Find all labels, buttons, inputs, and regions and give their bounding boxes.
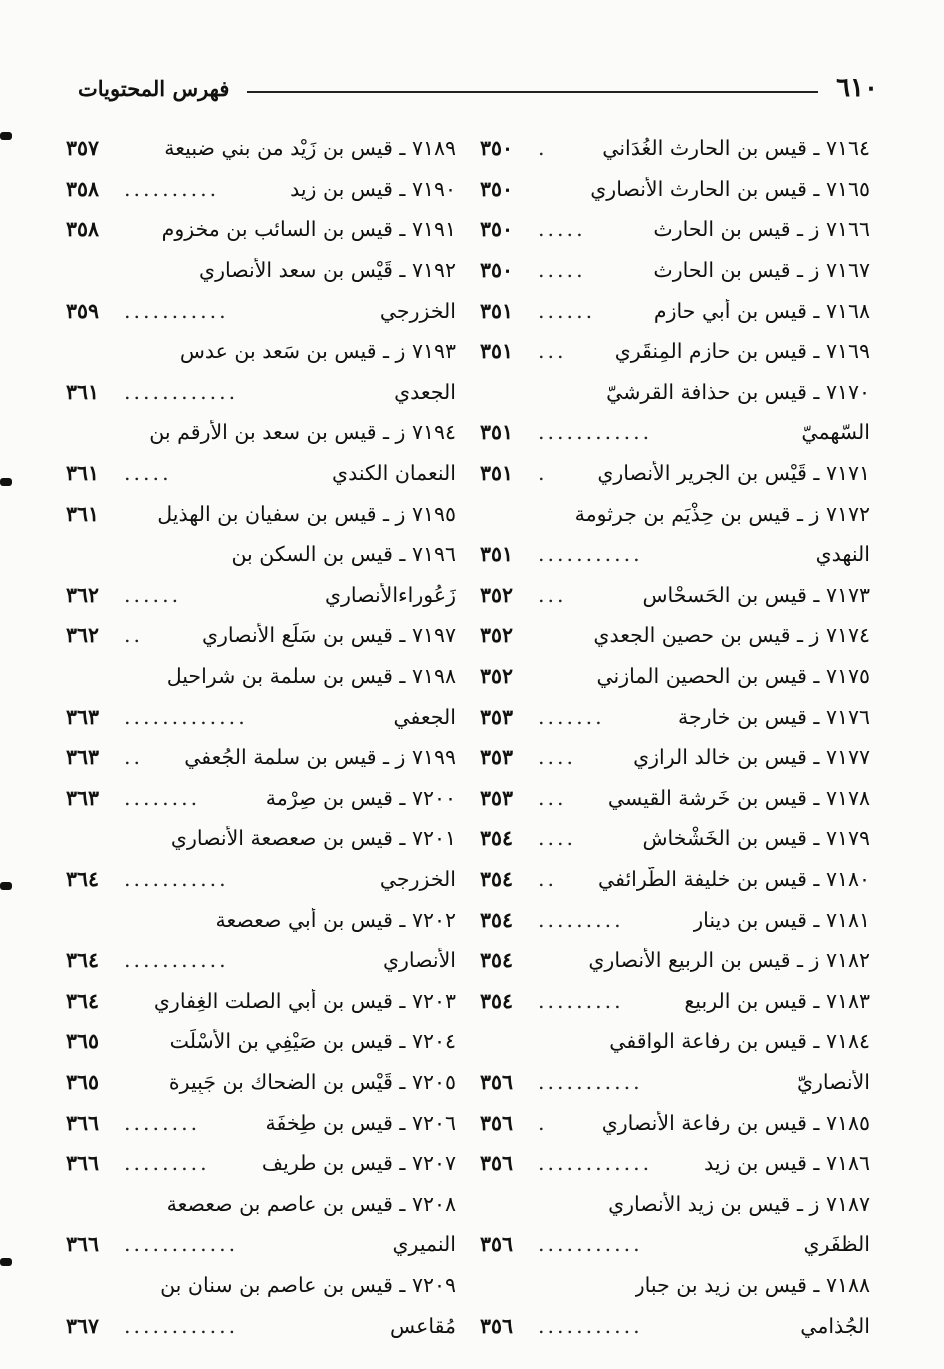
leader-dots: .. bbox=[538, 866, 558, 891]
entry-text: ٧٢٠٨ ـ قيس بن عاصم بن صعصعة bbox=[166, 1191, 456, 1216]
entry-text: ٧١٨٤ ـ قيس بن رفاعة الواقفي bbox=[609, 1029, 870, 1054]
leader-dots: ...... bbox=[538, 298, 596, 323]
leader-dots: ........ bbox=[124, 1110, 201, 1135]
toc-entry bbox=[480, 534, 870, 575]
toc-entry bbox=[66, 980, 456, 1021]
entry-page-number: ٣٥٤ bbox=[480, 866, 514, 891]
entry-text: ٧١٩٩ ز ـ قيس بن سلمة الجُعفي bbox=[184, 745, 456, 770]
leader-dots: ......... bbox=[538, 988, 624, 1013]
entry-text: ٧١٧٢ ز ـ قيس بن حِذْيَم بن جرثومة bbox=[574, 501, 870, 526]
entry-page-number: ٣٦٥ bbox=[66, 1069, 100, 1094]
entry-text: النهدي bbox=[815, 542, 870, 567]
leader-dots: ..... bbox=[538, 217, 586, 242]
entry-page-number: ٣٥٩ bbox=[66, 298, 100, 323]
entry-text: ٧١٨٢ ز ـ قيس بن الربيع الأنصاري bbox=[588, 948, 870, 973]
toc-entry bbox=[480, 1102, 870, 1143]
leader-dots: ......... bbox=[538, 907, 624, 932]
entry-text: الخزرجي bbox=[379, 866, 456, 891]
scan-margin-mark bbox=[0, 478, 12, 486]
entry-page-number: ٣٦٤ bbox=[66, 866, 100, 891]
entry-text: ٧١٨٠ ـ قيس بن خليفة الطّرائفي bbox=[598, 866, 870, 891]
leader-dots: ........... bbox=[538, 1232, 643, 1257]
leader-dots: ............ bbox=[538, 1151, 653, 1176]
entry-page-number: ٣٦٣ bbox=[66, 745, 100, 770]
entry-page-number: ٣٦٢ bbox=[66, 623, 100, 648]
toc-entry bbox=[66, 818, 456, 859]
entry-page-number: ٣٥٤ bbox=[480, 988, 514, 1013]
toc-entry bbox=[480, 1143, 870, 1184]
entry-page-number: ٣٥٤ bbox=[480, 826, 514, 851]
toc-entry bbox=[66, 290, 456, 331]
leader-dots: ............ bbox=[124, 1313, 239, 1338]
entry-page-number: ٣٦٤ bbox=[66, 948, 100, 973]
leader-dots: ........... bbox=[538, 1313, 643, 1338]
entry-page-number: ٣٥٦ bbox=[480, 1151, 514, 1176]
leader-dots: ........... bbox=[124, 948, 229, 973]
leader-dots: ........ bbox=[124, 785, 201, 810]
toc-entry bbox=[480, 615, 870, 656]
entry-text: الظفَري bbox=[803, 1232, 870, 1257]
entry-text: ٧٢٠١ ـ قيس بن صعصعة الأنصاري bbox=[170, 826, 456, 851]
entry-page-number: ٣٥٦ bbox=[480, 1232, 514, 1257]
toc-entry bbox=[480, 331, 870, 372]
entry-text: ٧٢٠٧ ـ قيس بن طريف bbox=[261, 1151, 456, 1176]
toc-entry bbox=[66, 575, 456, 616]
toc-entry bbox=[480, 209, 870, 250]
entry-text: ٧١٩٨ ـ قيس بن سلمة بن شراحيل bbox=[166, 664, 456, 689]
entry-page-number: ٣٥١ bbox=[480, 461, 514, 486]
toc-entry bbox=[66, 1143, 456, 1184]
leader-dots: ........... bbox=[538, 1069, 643, 1094]
entry-text: الأنصاريّ bbox=[796, 1069, 870, 1094]
entry-text: مُقاعس bbox=[390, 1313, 456, 1338]
entry-text: ٧١٦٧ ز ـ قيس بن الحارث bbox=[653, 258, 870, 283]
leader-dots: ............ bbox=[538, 420, 653, 445]
entry-page-number: ٣٦٣ bbox=[66, 704, 100, 729]
toc-entry bbox=[480, 1183, 870, 1224]
entry-text: ٧١٧٥ ـ قيس بن الحصين المازني bbox=[596, 664, 870, 689]
leader-dots: ... bbox=[538, 582, 567, 607]
entry-page-number: ٣٦١ bbox=[66, 379, 100, 404]
entry-text: ٧١٧٧ ـ قيس بن خالد الرازي bbox=[633, 745, 870, 770]
entry-text: ٧١٧٤ ز ـ قيس بن حصين الجعدي bbox=[593, 623, 870, 648]
entry-page-number: ٣٥١ bbox=[480, 298, 514, 323]
entry-text: ٧١٩٢ ـ قَيْس بن سعد الأنصاري bbox=[199, 258, 456, 283]
toc-entry bbox=[66, 615, 456, 656]
header-rule bbox=[247, 91, 818, 93]
leader-dots: . bbox=[538, 461, 548, 486]
toc-entry bbox=[480, 169, 870, 210]
entry-page-number: ٣٥٤ bbox=[480, 948, 514, 973]
entry-text: ٧١٦٦ ز ـ قيس بن الحارث bbox=[653, 217, 870, 242]
entry-text: ٧٢٠٣ ـ قيس بن أبي الصلت الغِفاري bbox=[153, 988, 456, 1013]
toc-entry bbox=[480, 1265, 870, 1306]
toc-entry bbox=[480, 412, 870, 453]
entry-page-number: ٣٥٢ bbox=[480, 582, 514, 607]
leader-dots: .. bbox=[124, 745, 144, 770]
entry-text: الخزرجي bbox=[379, 298, 456, 323]
toc-entry bbox=[66, 778, 456, 819]
entry-text: ٧١٨٨ ـ قيس بن زيد بن جبار bbox=[634, 1272, 870, 1297]
toc-entry bbox=[66, 1305, 456, 1346]
toc-entry bbox=[66, 534, 456, 575]
toc-entry bbox=[480, 372, 870, 413]
leader-dots: ............ bbox=[124, 379, 239, 404]
toc-entry bbox=[66, 169, 456, 210]
toc-entry bbox=[66, 859, 456, 900]
entry-text: السّهميّ bbox=[801, 420, 870, 445]
entry-page-number: ٣٥٦ bbox=[480, 1069, 514, 1094]
toc-entry bbox=[480, 859, 870, 900]
toc-column-right bbox=[480, 128, 870, 1346]
entry-text: ٧١٧١ ـ قَيْس بن الجرير الأنصاري bbox=[597, 461, 870, 486]
page-header bbox=[78, 70, 878, 106]
entry-text: ٧١٨٦ ـ قيس بن زيد bbox=[704, 1151, 870, 1176]
entry-text: ٧١٧٣ ـ قيس بن الحَسحْاس bbox=[642, 582, 870, 607]
entry-page-number: ٣٦٣ bbox=[66, 785, 100, 810]
entry-page-number: ٣٥٢ bbox=[480, 664, 514, 689]
leader-dots: ............. bbox=[124, 704, 248, 729]
entry-text: ٧١٩٥ ز ـ قيس بن سفيان بن الهذيل bbox=[157, 501, 456, 526]
entry-text: ٧١٦٥ ـ قيس بن الحارث الأنصاري bbox=[590, 176, 870, 201]
toc-entry bbox=[66, 656, 456, 697]
entry-text: ٧١٦٩ ـ قيس بن حازم المِنقَري bbox=[614, 339, 870, 364]
toc-entry bbox=[66, 209, 456, 250]
entry-text: الأنصاري bbox=[382, 948, 456, 973]
entry-page-number: ٣٥٢ bbox=[480, 623, 514, 648]
entry-page-number: ٣٥٨ bbox=[66, 217, 100, 242]
toc-entry bbox=[480, 575, 870, 616]
toc-entry bbox=[480, 250, 870, 291]
scan-margin-mark bbox=[0, 132, 12, 140]
toc-column-left bbox=[66, 128, 456, 1346]
leader-dots: ....... bbox=[538, 704, 605, 729]
toc-entry bbox=[480, 818, 870, 859]
entry-page-number: ٣٥٣ bbox=[480, 745, 514, 770]
leader-dots: ... bbox=[538, 339, 567, 364]
entry-page-number: ٣٥١ bbox=[480, 542, 514, 567]
toc-entry bbox=[66, 1062, 456, 1103]
entry-text: ٧٢٠٥ ـ قَيْس بن الضحاك بن جَبِيرة bbox=[168, 1069, 456, 1094]
entry-page-number: ٣٥٦ bbox=[480, 1110, 514, 1135]
leader-dots: .. bbox=[124, 623, 144, 648]
entry-text: ٧١٨٩ ـ قيس بن زَيْد من بني ضبيعة bbox=[164, 136, 456, 161]
entry-text: زَعُوراءالأنصاري bbox=[324, 582, 456, 607]
leader-dots: ........... bbox=[124, 298, 229, 323]
entry-page-number: ٣٥٠ bbox=[480, 136, 514, 161]
toc-entry bbox=[66, 331, 456, 372]
leader-dots: ..... bbox=[124, 461, 172, 486]
leader-dots: ......... bbox=[124, 1151, 210, 1176]
entry-page-number: ٣٦٤ bbox=[66, 988, 100, 1013]
entry-text: ٧٢٠٠ ـ قيس بن صِرْمة bbox=[265, 785, 456, 810]
leader-dots: .......... bbox=[124, 176, 220, 201]
leader-dots: ... bbox=[538, 785, 567, 810]
leader-dots: .... bbox=[538, 826, 577, 851]
entry-page-number: ٣٦١ bbox=[66, 461, 100, 486]
entry-text: ٧١٩٠ ـ قيس بن زيد bbox=[290, 176, 456, 201]
entry-text: ٧٢٠٩ ـ قيس بن عاصم بن سنان بن bbox=[160, 1272, 456, 1297]
page-title: فهرس المحتويات bbox=[78, 75, 230, 101]
entry-page-number: ٣٥١ bbox=[480, 420, 514, 445]
toc-entry bbox=[66, 372, 456, 413]
toc-entry bbox=[66, 453, 456, 494]
toc-entry bbox=[480, 453, 870, 494]
toc-entry bbox=[480, 696, 870, 737]
entry-text: ٧٢٠٢ ـ قيس بن أبي صعصعة bbox=[215, 907, 456, 932]
scan-margin-mark bbox=[0, 1258, 12, 1266]
entry-text: ٧١٧٨ ـ قيس بن خَرشة القيسي bbox=[607, 785, 870, 810]
entry-text: ٧١٨٧ ز ـ قيس بن زيد الأنصاري bbox=[608, 1191, 870, 1216]
toc-entry bbox=[66, 493, 456, 534]
leader-dots: ............ bbox=[124, 1232, 239, 1257]
leader-dots: ...... bbox=[124, 582, 182, 607]
leader-dots: ........... bbox=[538, 542, 643, 567]
entry-page-number: ٣٦٢ bbox=[66, 582, 100, 607]
entry-text: ٧١٧٠ ـ قيس بن حذافة القرشيّ bbox=[606, 379, 870, 404]
entry-text: الجعفي bbox=[393, 704, 456, 729]
scan-margin-mark bbox=[0, 882, 12, 890]
toc-entry bbox=[66, 1265, 456, 1306]
leader-dots: ........... bbox=[124, 866, 229, 891]
entry-page-number: ٣٥٣ bbox=[480, 785, 514, 810]
leader-dots: ..... bbox=[538, 258, 586, 283]
entry-text: ٧١٨٥ ـ قيس بن رفاعة الأنصاري bbox=[601, 1110, 870, 1135]
entry-page-number: ٣٦٥ bbox=[66, 1029, 100, 1054]
toc-entry bbox=[480, 778, 870, 819]
entry-text: النميري bbox=[392, 1232, 456, 1257]
leader-dots: . bbox=[538, 136, 548, 161]
entry-page-number: ٣٥٠ bbox=[480, 217, 514, 242]
entry-text: ٧١٩١ ـ قيس بن السائب بن مخزوم bbox=[161, 217, 456, 242]
entry-page-number: ٣٥٠ bbox=[480, 176, 514, 201]
entry-text: الجُذامي bbox=[800, 1313, 870, 1338]
toc-entry bbox=[480, 899, 870, 940]
entry-page-number: ٣٦٦ bbox=[66, 1232, 100, 1257]
entry-page-number: ٣٥٧ bbox=[66, 136, 100, 161]
toc-entry bbox=[480, 493, 870, 534]
entry-page-number: ٣٥٨ bbox=[66, 176, 100, 201]
toc-entry bbox=[480, 290, 870, 331]
entry-page-number: ٣٦٦ bbox=[66, 1110, 100, 1135]
toc-entry bbox=[66, 412, 456, 453]
entry-text: ٧١٧٩ ـ قيس بن الخَشْخاش bbox=[642, 826, 870, 851]
toc-entry bbox=[480, 656, 870, 697]
toc-entry bbox=[66, 1102, 456, 1143]
entry-text: ٧١٨١ ـ قيس بن دينار bbox=[693, 907, 870, 932]
entry-page-number: ٣٥١ bbox=[480, 339, 514, 364]
toc-entry bbox=[480, 1062, 870, 1103]
entry-text: النعمان الكندي bbox=[332, 461, 456, 486]
toc-entry bbox=[66, 1183, 456, 1224]
entry-page-number: ٣٦٦ bbox=[66, 1151, 100, 1176]
toc-entry bbox=[480, 1305, 870, 1346]
entry-text: ٧١٩٣ ز ـ قيس بن سَعد بن عدس bbox=[179, 339, 456, 364]
toc-entry bbox=[66, 696, 456, 737]
toc-entry bbox=[66, 128, 456, 169]
entry-text: ٧٢٠٤ ـ قيس بن صَيْفِي بن الأسْلَت bbox=[169, 1029, 456, 1054]
toc-entry bbox=[66, 737, 456, 778]
entry-text: ٧١٧٦ ـ قيس بن خارجة bbox=[677, 704, 870, 729]
page-number: ٦١٠ bbox=[836, 73, 878, 103]
toc-entry bbox=[480, 1021, 870, 1062]
entry-text: ٧٢٠٦ ـ قيس بن طِخفَة bbox=[265, 1110, 456, 1135]
toc-entry bbox=[66, 1021, 456, 1062]
entry-page-number: ٣٥٠ bbox=[480, 258, 514, 283]
entry-text: ٧١٨٣ ـ قيس بن الربيع bbox=[684, 988, 870, 1013]
entry-page-number: ٣٥٣ bbox=[480, 704, 514, 729]
toc-entry bbox=[480, 128, 870, 169]
entry-page-number: ٣٦٧ bbox=[66, 1313, 100, 1338]
entry-page-number: ٣٥٤ bbox=[480, 907, 514, 932]
entry-text: ٧١٩٧ ـ قيس بن سَلَع الأنصاري bbox=[201, 623, 456, 648]
leader-dots: .... bbox=[538, 745, 577, 770]
toc-entry bbox=[480, 980, 870, 1021]
toc-entry bbox=[66, 940, 456, 981]
entry-page-number: ٣٥٦ bbox=[480, 1313, 514, 1338]
leader-dots: . bbox=[538, 1110, 548, 1135]
entry-text: ٧١٦٤ ـ قيس بن الحارث الغُدَاني bbox=[602, 136, 870, 161]
toc-entry bbox=[480, 737, 870, 778]
entry-text: ٧١٦٨ ـ قيس بن أبي حازم bbox=[653, 298, 870, 323]
entry-text: الجعدي bbox=[394, 379, 456, 404]
toc-entry bbox=[480, 940, 870, 981]
toc-entry bbox=[66, 1224, 456, 1265]
toc-entry bbox=[66, 250, 456, 291]
entry-page-number: ٣٦١ bbox=[66, 501, 100, 526]
entry-text: ٧١٩٤ ز ـ قيس بن سعد بن الأرقم بن bbox=[149, 420, 456, 445]
entry-text: ٧١٩٦ ـ قيس بن السكن بن bbox=[231, 542, 456, 567]
toc-entry bbox=[66, 899, 456, 940]
toc-entry bbox=[480, 1224, 870, 1265]
